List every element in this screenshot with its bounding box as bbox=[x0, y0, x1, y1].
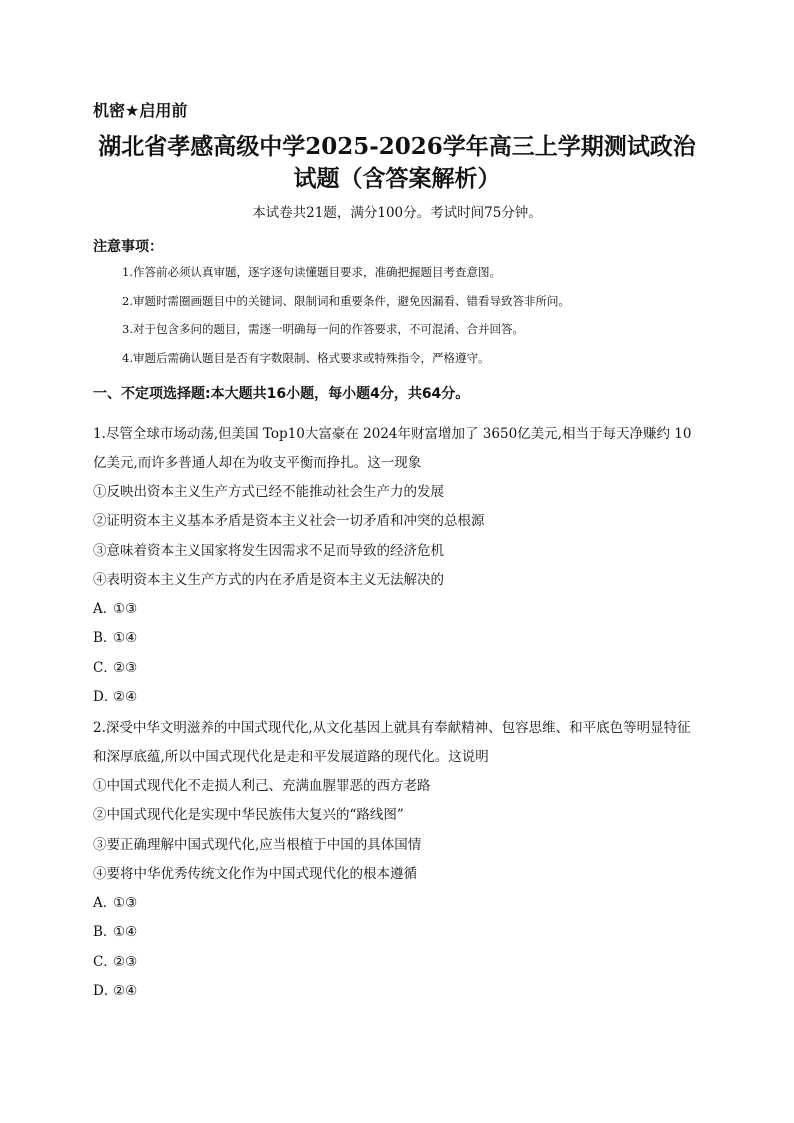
statement: ①中国式现代化不走损人利己、充满血腥罪恶的西方老路 bbox=[93, 778, 431, 794]
option-letter: A． bbox=[93, 895, 117, 912]
option-letter: C． bbox=[93, 659, 117, 676]
notice-item: 4.审题后需确认题目是否有字数限制、格式要求或特殊指令，严格遵守。 bbox=[122, 350, 490, 365]
option-letter: C． bbox=[93, 953, 117, 970]
answer-option-c[interactable] bbox=[93, 948, 703, 977]
statement: ④表明资本主义生产方式的内在矛盾是资本主义无法解决的 bbox=[93, 571, 444, 588]
option-letter: D． bbox=[93, 983, 118, 1000]
confidential-label: 机密★启用前 bbox=[93, 101, 188, 120]
option-letter: B． bbox=[93, 924, 117, 941]
statement: ③要正确理解中国式现代化,应当根植于中国的具体国情 bbox=[93, 836, 422, 853]
option-letter: A． bbox=[93, 601, 117, 618]
statement: ③意味着资本主义国家将发生因需求不足而导致的经济危机 bbox=[93, 542, 444, 559]
answer-option-b[interactable] bbox=[93, 624, 703, 653]
answer-option-d[interactable] bbox=[93, 977, 703, 1006]
question-stem: 1.尽管全球市场动荡,但美国 Top10大富豪在 2024年财富增加了 3650亿美元,相当于每天净赚约 10亿美元,而许多普通人却在为收支平衡而挣扎。这一现象 bbox=[93, 426, 692, 471]
question-2 bbox=[93, 714, 703, 1006]
answer-option-d[interactable] bbox=[93, 683, 703, 712]
answer-option-a[interactable] bbox=[93, 595, 703, 624]
notice-heading: 注意事项： bbox=[93, 239, 163, 255]
question-1 bbox=[93, 420, 703, 712]
answer-option-b[interactable] bbox=[93, 918, 703, 947]
statement: ②中国式现代化是实现中华民族伟大复兴的“路线图” bbox=[93, 807, 404, 824]
notice-item: 3.对于包含多问的题目，需逐一明确每一问的作答要求，不可混淆、合并回答。 bbox=[122, 322, 524, 336]
exam-title-line1: 湖北省孝感高级中学2025-2026学年高三上学期测试政治 bbox=[98, 133, 696, 160]
option-letter: B． bbox=[93, 630, 117, 647]
option-text: ②④ bbox=[113, 689, 138, 706]
option-letter: D． bbox=[93, 689, 118, 706]
statement: ②证明资本主义基本矛盾是资本主义社会一切矛盾和冲突的总根源 bbox=[93, 513, 485, 530]
option-text: ①③ bbox=[113, 601, 138, 618]
question-stem: 2.深受中华文明滋养的中国式现代化,从文化基因上就具有奉献精神、包容思维、和平底色等明显特征和深厚底蕴,所以中国式现代化是走和平发展道路的现代化。这说明 bbox=[93, 720, 691, 765]
option-text: ②④ bbox=[113, 983, 138, 1000]
answer-option-c[interactable] bbox=[93, 654, 703, 683]
option-text: ①③ bbox=[113, 895, 138, 912]
option-text: ①④ bbox=[113, 630, 138, 647]
notice-item: 1.作答前必须认真审题，逐字逐句读懂题目要求，准确把握题目考查意图。 bbox=[122, 265, 501, 279]
notice-list bbox=[122, 262, 570, 376]
option-text: ②③ bbox=[113, 953, 138, 970]
exam-title-line2: 试题（含答案解析） bbox=[293, 165, 501, 192]
statement: ①反映出资本主义生产方式已经不能推动社会生产力的发展 bbox=[93, 484, 444, 500]
exam-title bbox=[60, 131, 734, 195]
option-text: ②③ bbox=[113, 659, 138, 676]
answer-option-a[interactable] bbox=[93, 889, 703, 918]
notice-item: 2.审题时需圈画题目中的关键词、限制词和重要条件，避免因漏看、错看导致答非所问。 bbox=[122, 293, 570, 308]
exam-info: 本试卷共21题，满分100分。考试时间75分钟。 bbox=[252, 205, 542, 221]
option-text: ①④ bbox=[113, 924, 138, 941]
section-heading: 一、不定项选择题:本大题共16小题，每小题4分，共64分。 bbox=[93, 386, 470, 402]
statement: ④要将中华优秀传统文化作为中国式现代化的根本遵循 bbox=[93, 865, 417, 882]
